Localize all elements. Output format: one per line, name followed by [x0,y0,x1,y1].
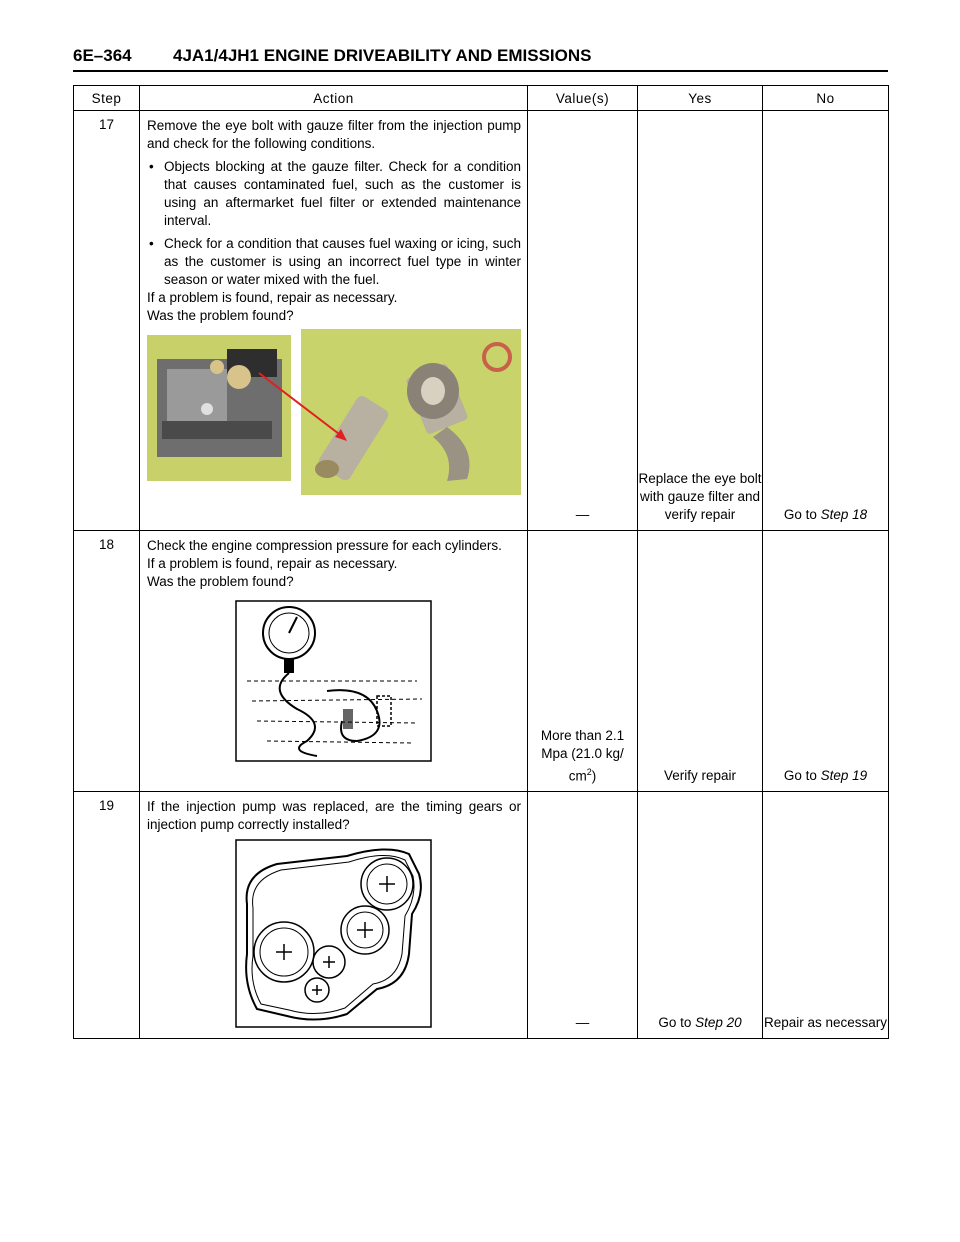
bullet-item: • Check for a condition that causes fuel waxing or icing, such as the customer is using an incorrect fuel type in winter season or water mixed with the fuel. [149,236,521,287]
superscript: 2 [586,766,592,777]
value-cell: — [528,111,638,531]
no-cell: Go to Step 18 [763,111,889,531]
figure-timing-gears [147,834,521,1032]
bullet-text: Check for a condition that causes fuel waxing or icing, such as the customer is using an incorrect fuel type in winter season or water mixed with the fuel. [164,236,521,287]
step-number: 19 [74,792,140,1039]
action-intro: Remove the eye bolt with gauze filter from the injection pump and check for the following conditions. [147,118,521,151]
figure-compression-gauge [147,591,521,763]
step-link[interactable]: Step 19 [820,768,868,783]
value-cell: More than 2.1 Mpa (21.0 kg/ $cm^2$) [528,531,638,792]
bullet-item: • Objects blocking at the gauze filter. Check for a condition that causes contaminated fuel, such as the customer is using an aftermarket fuel filter or extended maintenance interval. [149,159,521,228]
figure-fuel-filter [147,325,521,501]
action-line: If a problem is found, repair as necessary. [147,556,398,571]
header-rule [73,70,888,72]
action-intro: If the injection pump was replaced, are the timing gears or injection pump correctly installed? [147,799,521,832]
col-header-values: Value(s) [528,86,638,111]
diagnostic-table [73,85,889,1039]
action-cell [140,792,528,1039]
action-cell [140,111,528,531]
no-cell: Go to Step 19 [763,531,889,792]
yes-cell: Replace the eye bolt with gauze filter and verify repair [638,111,763,531]
step-number: 17 [74,111,140,531]
bullet-text: Objects blocking at the gauze filter. Check for a condition that causes contaminated fuel, such as the customer is using an aftermarket fuel filter or extended maintenance interval. [164,159,521,228]
page-header [73,44,888,74]
col-header-yes: Yes [638,86,763,111]
step-link[interactable]: Step 20 [695,1015,742,1030]
yes-cell: Go to Step 20 [638,792,763,1039]
no-cell: Repair as necessary [763,792,889,1039]
action-line: If a problem is found, repair as necessary. [147,290,398,305]
timing-gears-drawing [147,834,522,1032]
col-header-no: No [763,86,889,111]
action-question: Was the problem found? [147,308,294,323]
step-link[interactable]: Step 18 [820,507,868,522]
fuel-filter-photo [147,329,522,505]
action-intro: Check the engine compression pressure for each cylinders. [147,538,502,553]
table-row-step-19 [74,792,889,1039]
yes-cell: Verify repair [638,531,763,792]
col-header-action: Action [140,86,528,111]
action-question: Was the problem found? [147,574,294,589]
page-number: 6E–364 [73,46,132,65]
value-cell: — [528,792,638,1039]
page-title: 4JA1/4JH1 ENGINE DRIVEABILITY AND EMISSIONS [173,46,592,65]
step-number: 18 [74,531,140,792]
compression-gauge-drawing [147,591,522,763]
col-header-step: Step [74,86,140,111]
table-row-step-18 [74,531,889,792]
action-cell [140,531,528,792]
table-row-step-17 [74,111,889,531]
table-header-row [74,86,889,111]
